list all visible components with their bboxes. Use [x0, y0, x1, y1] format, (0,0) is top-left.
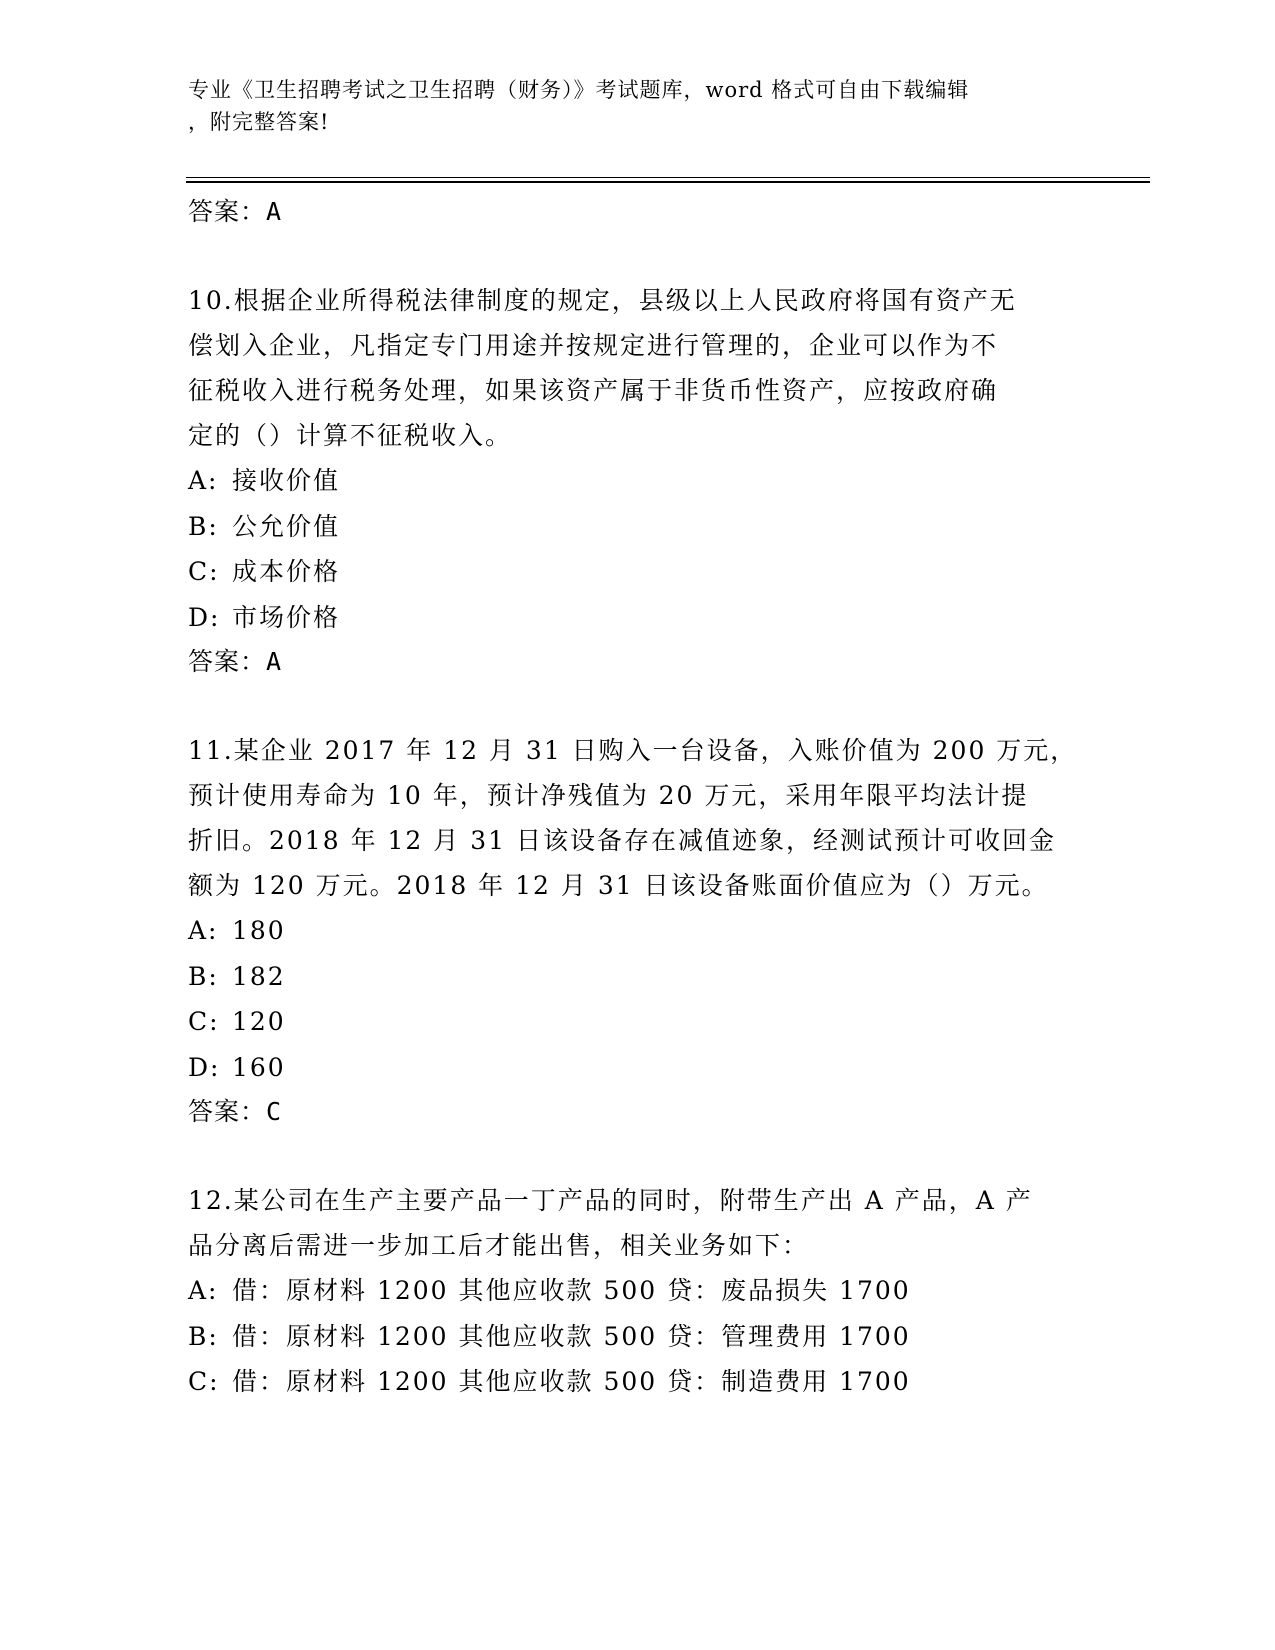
option-c — [188, 999, 1088, 1045]
option-key: C: — [188, 1007, 220, 1036]
option-d — [188, 1045, 1088, 1091]
option-key: D: — [188, 1052, 221, 1082]
option-text: 借：原材料 1200 其他应收款 500 贷：管理费用 1700 — [232, 1321, 911, 1351]
option-c — [188, 549, 1088, 595]
question-text-line: 定的（）计算不征税收入。 — [188, 421, 513, 450]
question-10 — [188, 278, 1088, 684]
option-key: C: — [188, 1367, 220, 1396]
option-text: 接收价值 — [232, 466, 341, 495]
question-text-line: 12.某公司在生产主要产品一丁产品的同时，附带生产出 A 产品，A 产 — [188, 1186, 1033, 1215]
option-key: A: — [188, 466, 219, 495]
question-11 — [188, 728, 1088, 1134]
option-text: 公允价值 — [232, 511, 341, 541]
answer-line: 答案：A — [188, 647, 283, 676]
question-text-line: 额为 120 万元。2018 年 12 月 31 日该设备账面价值应为（）万元。 — [188, 871, 1049, 900]
option-b — [188, 954, 1088, 1000]
option-key: B: — [188, 1321, 219, 1351]
option-c — [188, 1359, 1088, 1405]
option-a — [188, 1268, 1088, 1314]
question-text-line: 折旧。2018 年 12 月 31 日该设备存在减值迹象，经测试预计可收回金 — [188, 826, 1056, 855]
question-text-line: 10.根据企业所得税法律制度的规定，县级以上人民政府将国有资产无 — [188, 286, 1017, 315]
question-12 — [188, 1178, 1088, 1405]
document-header — [188, 74, 1068, 138]
option-text: 180 — [232, 916, 286, 945]
option-key: A: — [188, 916, 219, 945]
question-text-line: 品分离后需进一步加工后才能出售，相关业务如下： — [188, 1231, 810, 1260]
option-text: 120 — [232, 1007, 286, 1036]
option-text: 市场价格 — [232, 602, 341, 632]
option-key: A: — [188, 1276, 219, 1305]
option-b — [188, 504, 1088, 550]
option-a — [188, 908, 1088, 954]
question-text-line: 偿划入企业，凡指定专门用途并按规定进行管理的，企业可以作为不 — [188, 331, 999, 360]
header-rule-top — [186, 177, 1150, 178]
option-a — [188, 458, 1088, 504]
header-line-2: ，附完整答案! — [188, 110, 330, 134]
question-text-line: 11.某企业 2017 年 12 月 31 日购入一台设备，入账价值为 200 万元， — [188, 736, 1078, 765]
option-key: B: — [188, 511, 219, 541]
header-line-1: 专业《卫生招聘考试之卫生招聘（财务）》考试题库，word 格式可自由下载编辑 — [188, 78, 970, 102]
option-text: 借：原材料 1200 其他应收款 500 贷：废品损失 1700 — [232, 1276, 911, 1305]
option-key: D: — [188, 602, 221, 632]
option-b — [188, 1314, 1088, 1360]
option-d — [188, 595, 1088, 641]
question-text-line: 预计使用寿命为 10 年，预计净残值为 20 万元，采用年限平均法计提 — [188, 781, 1029, 810]
header-rule-bottom — [186, 181, 1150, 183]
option-key: C: — [188, 557, 220, 586]
option-text: 160 — [232, 1052, 286, 1082]
option-text: 182 — [232, 961, 286, 991]
option-text: 成本价格 — [232, 557, 341, 586]
question-text-line: 征税收入进行税务处理，如果该资产属于非货币性资产，应按政府确 — [188, 376, 999, 405]
answer-line: 答案：C — [188, 1097, 283, 1126]
question-list — [188, 190, 1088, 1405]
option-key: B: — [188, 961, 219, 991]
option-text: 借：原材料 1200 其他应收款 500 贷：制造费用 1700 — [232, 1367, 911, 1396]
answer-line: 答案：A — [188, 197, 283, 226]
